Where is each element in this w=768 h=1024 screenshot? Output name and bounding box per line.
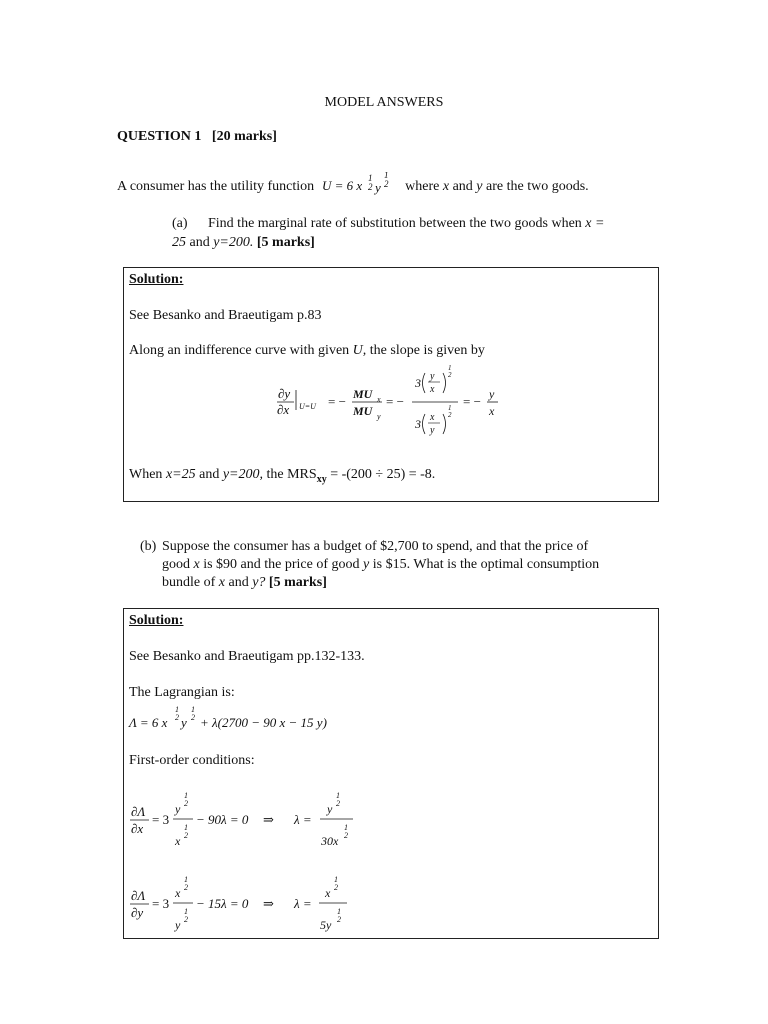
solution-a-box [123, 267, 659, 502]
svg-text:= −: = − [463, 394, 481, 409]
svg-text:− 15λ = 0: − 15λ = 0 [196, 896, 249, 911]
svg-text:⇒: ⇒ [263, 896, 274, 911]
part-a-label: (a) [172, 216, 188, 231]
part-b-line-3 [140, 574, 656, 592]
question-marks: [20 marks] [211, 129, 277, 144]
mrs-and: and [199, 467, 220, 482]
exp-den-2: 2 [383, 179, 389, 189]
part-b-question [140, 538, 656, 592]
part-b-bundle-x: x [218, 575, 225, 590]
question-heading [117, 128, 277, 146]
part-a-marks: [5 marks] [256, 235, 315, 250]
foc-x-formula [127, 787, 387, 857]
svg-text:MU: MU [353, 404, 373, 418]
svg-text:1: 1 [337, 907, 341, 916]
svg-text:y: y [175, 802, 181, 816]
svg-text:y: y [181, 715, 187, 730]
intro-where: where [405, 179, 440, 194]
svg-text:x: x [175, 886, 181, 900]
mrs-derivation-formula [274, 364, 514, 454]
svg-text:y: y [175, 918, 181, 932]
svg-text:∂Λ: ∂Λ [131, 804, 146, 819]
svg-text:x: x [377, 395, 381, 404]
svg-text:1: 1 [184, 875, 188, 884]
lagrangian-formula [127, 699, 367, 735]
mrs-subscript: xy [316, 473, 327, 485]
svg-text:x: x [325, 886, 331, 900]
part-b-label: (b) [140, 539, 157, 554]
svg-text:1: 1 [191, 705, 195, 714]
foc-label: First-order conditions: [129, 753, 255, 768]
mrs-x: x=25 [165, 467, 196, 482]
svg-text:λ =: λ = [294, 896, 312, 911]
slope-line-tail: the slope is given by [369, 343, 485, 358]
svg-text:1: 1 [344, 823, 348, 832]
intro-and: and [452, 179, 473, 194]
mrs-value: = -(200 ÷ 25) = -8. [330, 467, 436, 482]
exp-den-1: 2 [367, 182, 373, 192]
svg-text:2: 2 [448, 371, 452, 379]
svg-text:Λ = 6 x: Λ = 6 x [129, 715, 168, 730]
svg-text:2: 2 [184, 831, 188, 840]
svg-text:3: 3 [415, 376, 421, 390]
utility-function-formula [318, 172, 402, 198]
svg-text:y: y [430, 371, 435, 382]
part-b-text-1: Suppose the consumer has a budget of $2,700 to spend, and that the price of [162, 539, 589, 554]
svg-text:y: y [430, 425, 435, 436]
intro-tail: are the two goods. [486, 179, 589, 194]
svg-text:y: y [327, 802, 333, 816]
svg-text:⇒: ⇒ [263, 812, 274, 827]
svg-text:∂Λ: ∂Λ [131, 888, 146, 903]
svg-text:y: y [377, 412, 381, 421]
svg-text:2: 2 [175, 713, 179, 722]
solution-b-reference: See Besanko and Braeutigam pp.132-133. [129, 649, 365, 664]
svg-text:2: 2 [344, 831, 348, 840]
svg-text:− 90λ = 0: − 90λ = 0 [196, 812, 249, 827]
question-intro [117, 172, 589, 198]
part-b-bundle-y: y? [252, 575, 266, 590]
solution-a-mrs-result [129, 466, 435, 486]
svg-text:3: 3 [415, 417, 421, 431]
part-a-y-eq: y=200. [213, 235, 254, 250]
svg-text:= −: = − [328, 394, 346, 409]
part-b-bundle: bundle of [162, 575, 216, 590]
part-b-line-1 [140, 538, 656, 556]
svg-text:x: x [489, 404, 495, 418]
part-b-bundle-and: and [228, 575, 249, 590]
slope-line-text: Along an indifference curve with given [129, 343, 350, 358]
svg-text:λ =: λ = [294, 812, 312, 827]
svg-text:= −: = − [386, 394, 404, 409]
svg-text:2: 2 [334, 883, 338, 892]
svg-text:2: 2 [337, 915, 341, 924]
intro-y: y [476, 179, 483, 194]
svg-text:∂y: ∂y [131, 905, 144, 920]
svg-text:y: y [489, 387, 495, 401]
svg-text:2: 2 [191, 713, 195, 722]
lagrangian-label: The Lagrangian is: [129, 685, 235, 700]
part-b-y: y [363, 557, 370, 572]
part-b-question-text: is $15. What is the optimal consumption [372, 557, 600, 572]
svg-text:5y: 5y [320, 918, 332, 932]
svg-text:∂x: ∂x [277, 402, 290, 417]
svg-text:1: 1 [334, 875, 338, 884]
mrs-y: y=200, [222, 467, 263, 482]
svg-text:1: 1 [448, 364, 452, 372]
svg-text:2: 2 [448, 411, 452, 419]
solution-a-reference: See Besanko and Braeutigam p.83 [129, 308, 322, 323]
svg-text:= 3: = 3 [152, 812, 170, 827]
svg-text:MU: MU [353, 387, 373, 401]
svg-text:= 3: = 3 [152, 896, 170, 911]
svg-text:x: x [430, 384, 435, 395]
part-a-and: and [189, 235, 210, 250]
exp-num-2: 1 [383, 172, 389, 180]
svg-text:30x: 30x [321, 834, 339, 848]
solution-a-slope-line [129, 342, 485, 360]
part-a-x-val: 25 [172, 235, 186, 250]
svg-text:1: 1 [175, 705, 179, 714]
utility-lhs: U = 6 x [321, 178, 362, 193]
svg-text:1: 1 [448, 404, 452, 412]
lagrangian-tail: + λ(2700 − 90 x − 15 y) [200, 715, 327, 730]
part-b-price-text: is $90 and the price of good [203, 557, 360, 572]
svg-text:1: 1 [184, 791, 188, 800]
part-a-text: Find the marginal rate of substitution between the two goods when [208, 216, 582, 231]
svg-text:1: 1 [184, 907, 188, 916]
mrs-label: the MRS [266, 467, 317, 482]
page-title: MODEL ANSWERS [324, 95, 444, 110]
part-b-good: good [162, 557, 190, 572]
svg-text:2: 2 [184, 799, 188, 808]
solution-a-heading: Solution: [129, 272, 184, 287]
svg-text:2: 2 [184, 883, 188, 892]
svg-text:∂y: ∂y [278, 386, 291, 401]
part-a-x-eq: x = [585, 216, 605, 231]
utility-y: y [374, 180, 381, 195]
slope-line-U: U, [352, 343, 367, 358]
svg-text:x: x [430, 412, 435, 423]
part-b-line-2 [140, 556, 656, 574]
svg-text:∂x: ∂x [131, 821, 144, 836]
part-b-marks: [5 marks] [268, 575, 327, 590]
foc-y-formula [127, 871, 387, 937]
solution-b-heading: Solution: [129, 613, 184, 628]
question-number: QUESTION 1 [117, 129, 202, 144]
intro-text: A consumer has the utility function [117, 179, 315, 194]
svg-text:1: 1 [184, 823, 188, 832]
mrs-when: When [129, 467, 163, 482]
svg-text:x: x [175, 834, 181, 848]
svg-text:2: 2 [184, 915, 188, 924]
solution-b-box [123, 608, 659, 939]
intro-x: x [442, 179, 450, 194]
svg-text:1: 1 [336, 791, 340, 800]
exp-num-1: 1 [367, 173, 373, 183]
part-b-x: x [193, 557, 200, 572]
part-a-question [172, 214, 652, 252]
svg-text:2: 2 [336, 799, 340, 808]
svg-text:U=U: U=U [299, 402, 316, 411]
